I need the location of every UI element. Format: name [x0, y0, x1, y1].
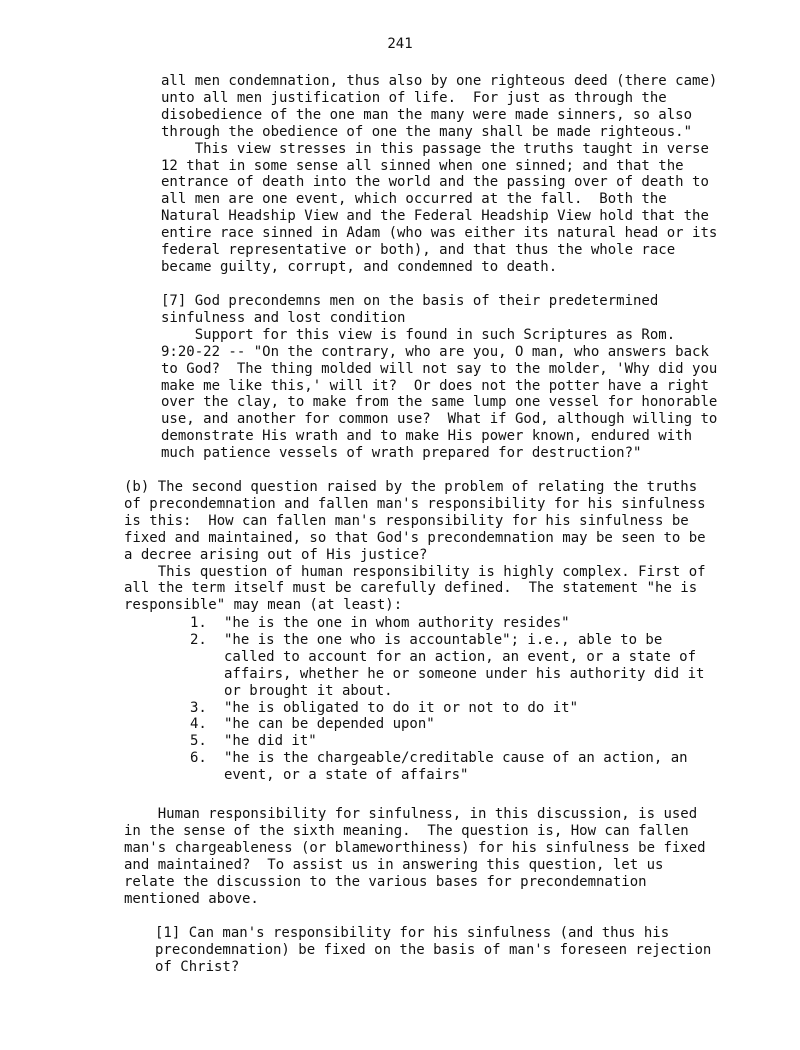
list-item-number: 4.	[190, 716, 207, 733]
list-item-number: 3.	[190, 699, 207, 716]
list-item-number: 6.	[190, 750, 207, 767]
list-item-number: 1.	[190, 615, 207, 631]
paragraph-human-responsibility: Human responsibility for sinfulness, in this discussion, is used in the sense of the sixth meaning. The question is, How can fallen man's chargeableness (or blameworthiness) for his sinfulness be fixed and maintained? To assist us in answering this question, let us relate the discussion to the various bases for precondemnation mentioned above.	[124, 806, 706, 907]
list-item-text: "he can be depended upon"	[224, 716, 435, 733]
list-item-text: "he is obligated to do it or not to do it"	[224, 699, 579, 716]
list-item	[190, 632, 704, 700]
paragraph-question-b: (b) The second question raised by the problem of relating the truths of precondemnation and fallen man's responsibility for his sinfulness is this: How can fallen man's responsibility for his sinfulness be fixed and maintained, so that God's precondemnation may be seen to be a decree arising out of His justice? This question of human responsibility is highly complex. First of all the term itself must be carefully defined. The statement "he is responsible" may mean (at least):	[124, 479, 706, 614]
list-item	[190, 700, 704, 717]
page-number: 241	[387, 36, 413, 52]
list-item-text: "he is the chargeable/creditable cause of an action, an event, or a state of affairs"	[224, 750, 688, 784]
list-item-number: 5.	[190, 733, 207, 750]
list-item	[190, 733, 704, 750]
list-item-text: "he is the one who is accountable"; i.e., able to be called to account for an action, an event, or a state of affairs, whether he or someone under his authority did it or brought it about.	[224, 631, 705, 699]
paragraph-view-7: [7] God precondemns men on the basis of their predetermined sinfulness and lost condition Support for this view is found in such Scriptures as Rom. 9:20-22 -- "On the contrary, who are you, O man, who answers back to God? The thing molded will not say to the molder, 'Why did you make me like this,' will it? Or does not the potter have a right over the clay, to make from the same lump one vessel for honorable use, and another for common use? What if God, although willing to demonstrate His wrath and to make His power known, endured with much patience vessels of wrath prepared for destruction?"	[161, 293, 718, 462]
list-item-number: 2.	[190, 631, 207, 648]
list-item	[190, 750, 704, 784]
list-item	[190, 615, 704, 632]
paragraph-romans-view: all men condemnation, thus also by one righteous deed (there came) unto all men justification of life. For just as through the disobedience of the one man the many were made sinners, so also through the obedience of one the many shall be made righteous." This view stresses in this passage the truths taught in verse 12 that in some sense all sinned when one sinned; and that the entrance of death into the world and the passing over of death to all men are one event, which occurred at the fall. Both the Natural Headship View and the Federal Headship View hold that the entire race sinned in Adam (who was either its natural head or its federal representative or both), and that thus the whole race became guilty, corrupt, and condemned to death.	[161, 73, 718, 275]
list-item	[190, 716, 704, 733]
paragraph-question-1: [1] Can man's responsibility for his sinfulness (and thus his precondemnation) be fixed on the basis of man's foreseen rejection of Christ?	[155, 925, 712, 975]
list-item-text: "he is the one in whom authority resides"	[224, 615, 570, 631]
responsibility-meanings-list	[190, 615, 704, 784]
list-item-text: "he did it"	[224, 733, 317, 750]
